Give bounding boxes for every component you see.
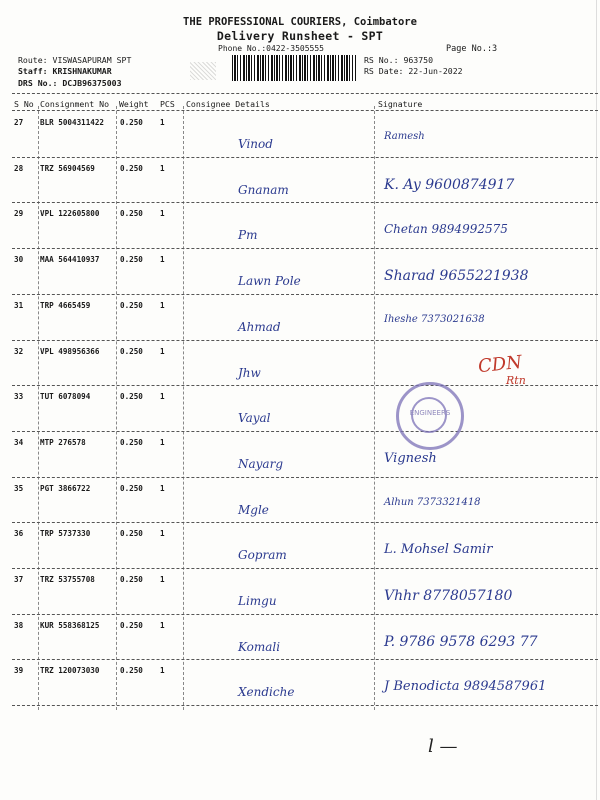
- consignment-number: KUR 558368125: [40, 620, 100, 630]
- pcs-value: 1: [160, 529, 165, 539]
- weight-value: 0.250: [120, 163, 143, 173]
- signature-handwriting: Chetan 9894992575: [384, 222, 508, 237]
- signature-handwriting: Vhhr 8778057180: [384, 588, 513, 604]
- row-divider: [12, 294, 598, 295]
- rs-no-value: 963750: [403, 55, 434, 65]
- pcs-value: 1: [160, 209, 165, 219]
- consignee-handwriting: Ahmad: [238, 319, 281, 334]
- serial-number: 34: [14, 437, 24, 447]
- weight-value: 0.250: [120, 209, 143, 219]
- runsheet-title: Delivery Runsheet - SPT: [216, 29, 384, 43]
- signature-handwriting: K. Ay 9600874917: [384, 176, 515, 193]
- consignee-handwriting: Vinod: [238, 137, 273, 151]
- serial-number: 39: [14, 666, 24, 676]
- serial-number: 35: [14, 483, 24, 493]
- consignment-number: TRP 5737330: [40, 529, 91, 539]
- pcs-value: 1: [160, 255, 165, 265]
- col-pcs: PCS: [160, 99, 175, 109]
- consignment-number: TRP 4665459: [40, 300, 91, 310]
- col-consignment: Consignment No: [40, 99, 110, 109]
- row-divider: [12, 477, 598, 478]
- consignee-handwriting: Vayal: [238, 411, 271, 426]
- signature-handwriting: Iheshe 7373021638: [384, 313, 485, 325]
- pcs-value: 1: [160, 620, 165, 630]
- row-divider: [12, 431, 598, 432]
- signature-handwriting: Alhun 7373321418: [384, 496, 481, 508]
- staff-line: [18, 66, 112, 76]
- consignment-number: TRZ 120073030: [40, 666, 100, 676]
- rs-date-label: RS Date:: [364, 66, 404, 76]
- pcs-value: 1: [160, 483, 165, 493]
- rs-no-line: [364, 55, 433, 65]
- consignment-number: BLR 5004311422: [40, 118, 105, 127]
- weight-value: 0.250: [120, 300, 143, 310]
- stamp-text: ENGINEERS: [409, 409, 451, 417]
- footer-mark: l —: [428, 736, 458, 757]
- consignment-number: PGT 3866722: [40, 483, 91, 493]
- drs-value: DCJB96375003: [62, 78, 122, 88]
- scribble-mark: [190, 62, 216, 80]
- col-weight: Weight: [119, 99, 149, 109]
- col-consignee: Consignee Details: [186, 99, 270, 109]
- serial-number: 37: [14, 575, 24, 584]
- phone-number: Phone No.:0422-3505555: [218, 44, 324, 53]
- header-divider-top: [12, 93, 598, 94]
- company-stamp: [396, 382, 464, 450]
- col-divider: [116, 106, 117, 710]
- rs-date-line: [364, 66, 463, 76]
- serial-number: 33: [14, 392, 24, 402]
- col-divider: [183, 106, 184, 710]
- row-divider: [12, 202, 598, 203]
- cdn-mark-sub: Rtn: [506, 374, 526, 387]
- row-divider: [12, 659, 598, 660]
- page-number: Page No.:3: [446, 44, 498, 54]
- weight-value: 0.250: [120, 575, 143, 584]
- col-signature: Signature: [378, 99, 423, 109]
- serial-number: 38: [14, 620, 24, 630]
- pcs-value: 1: [160, 346, 165, 356]
- route-line: [18, 55, 131, 65]
- signature-handwriting: Ramesh: [384, 131, 425, 142]
- weight-value: 0.250: [120, 437, 143, 447]
- weight-value: 0.250: [120, 483, 143, 493]
- weight-value: 0.250: [120, 392, 143, 402]
- page-edge: [596, 0, 598, 800]
- consignee-handwriting: Komali: [238, 639, 281, 654]
- pcs-value: 1: [160, 300, 165, 310]
- header-divider-bottom: [12, 110, 598, 111]
- rs-no-label: RS No.:: [364, 55, 399, 65]
- barcode: [232, 55, 356, 81]
- row-divider: [12, 522, 598, 523]
- pcs-value: 1: [160, 666, 165, 676]
- consignee-handwriting: Xendiche: [238, 685, 295, 700]
- pcs-value: 1: [160, 575, 165, 584]
- rs-date-value: 22-Jun-2022: [408, 66, 463, 76]
- consignee-handwriting: Limgu: [238, 594, 277, 608]
- row-divider: [12, 705, 598, 706]
- col-divider: [38, 106, 39, 710]
- consignee-handwriting: Jhw: [238, 365, 261, 380]
- consignment-number: TRZ 53755708: [40, 575, 95, 584]
- cdn-mark: CDN: [477, 351, 523, 378]
- drs-label: DRS No.:: [18, 78, 58, 88]
- pcs-value: 1: [160, 118, 165, 127]
- serial-number: 32: [14, 346, 24, 356]
- staff-label: Staff:: [18, 66, 48, 76]
- company-title: THE PROFESSIONAL COURIERS, Coimbatore: [183, 16, 417, 28]
- weight-value: 0.250: [120, 118, 143, 127]
- consignment-number: MTP 276578: [40, 437, 86, 447]
- consignee-handwriting: Gopram: [238, 548, 287, 563]
- route-value: VISWASAPURAM SPT: [52, 55, 132, 65]
- pcs-value: 1: [160, 163, 165, 173]
- drs-line: [18, 78, 122, 88]
- weight-value: 0.250: [120, 666, 143, 676]
- row-divider: [12, 157, 598, 158]
- col-sno: S No: [14, 99, 34, 109]
- row-divider: [12, 614, 598, 615]
- weight-value: 0.250: [120, 529, 143, 539]
- consignee-handwriting: Lawn Pole: [238, 274, 301, 289]
- route-label: Route:: [18, 55, 48, 65]
- consignment-number: TRZ 56904569: [40, 163, 95, 173]
- serial-number: 31: [14, 300, 24, 310]
- consignee-handwriting: Mgle: [238, 502, 269, 517]
- row-divider: [12, 248, 598, 249]
- consignment-number: VPL 122605800: [40, 209, 100, 219]
- consignee-handwriting: Nayarg: [238, 456, 284, 471]
- serial-number: 30: [14, 255, 24, 265]
- signature-handwriting: P. 9786 9578 6293 77: [384, 633, 538, 650]
- row-divider: [12, 340, 598, 341]
- serial-number: 29: [14, 209, 24, 219]
- staff-value: KRISHNAKUMAR: [52, 66, 112, 76]
- serial-number: 28: [14, 163, 24, 173]
- pcs-value: 1: [160, 437, 165, 447]
- signature-handwriting: L. Mohsel Samir: [384, 542, 493, 558]
- weight-value: 0.250: [120, 346, 143, 356]
- serial-number: 36: [14, 529, 24, 539]
- signature-handwriting: J Benodicta 9894587961: [384, 679, 547, 695]
- consignment-number: MAA 564410937: [40, 255, 100, 265]
- consignment-number: TUT 6078094: [40, 392, 91, 402]
- row-divider: [12, 568, 598, 569]
- signature-handwriting: Sharad 9655221938: [384, 268, 529, 285]
- signature-handwriting: Vignesh: [384, 450, 437, 466]
- consignment-number: VPL 498956366: [40, 346, 100, 356]
- weight-value: 0.250: [120, 255, 143, 265]
- consignee-handwriting: Pm: [238, 228, 258, 243]
- weight-value: 0.250: [120, 620, 143, 630]
- serial-number: 27: [14, 118, 24, 127]
- col-divider: [374, 106, 375, 710]
- pcs-value: 1: [160, 392, 165, 402]
- consignee-handwriting: Gnanam: [238, 182, 289, 197]
